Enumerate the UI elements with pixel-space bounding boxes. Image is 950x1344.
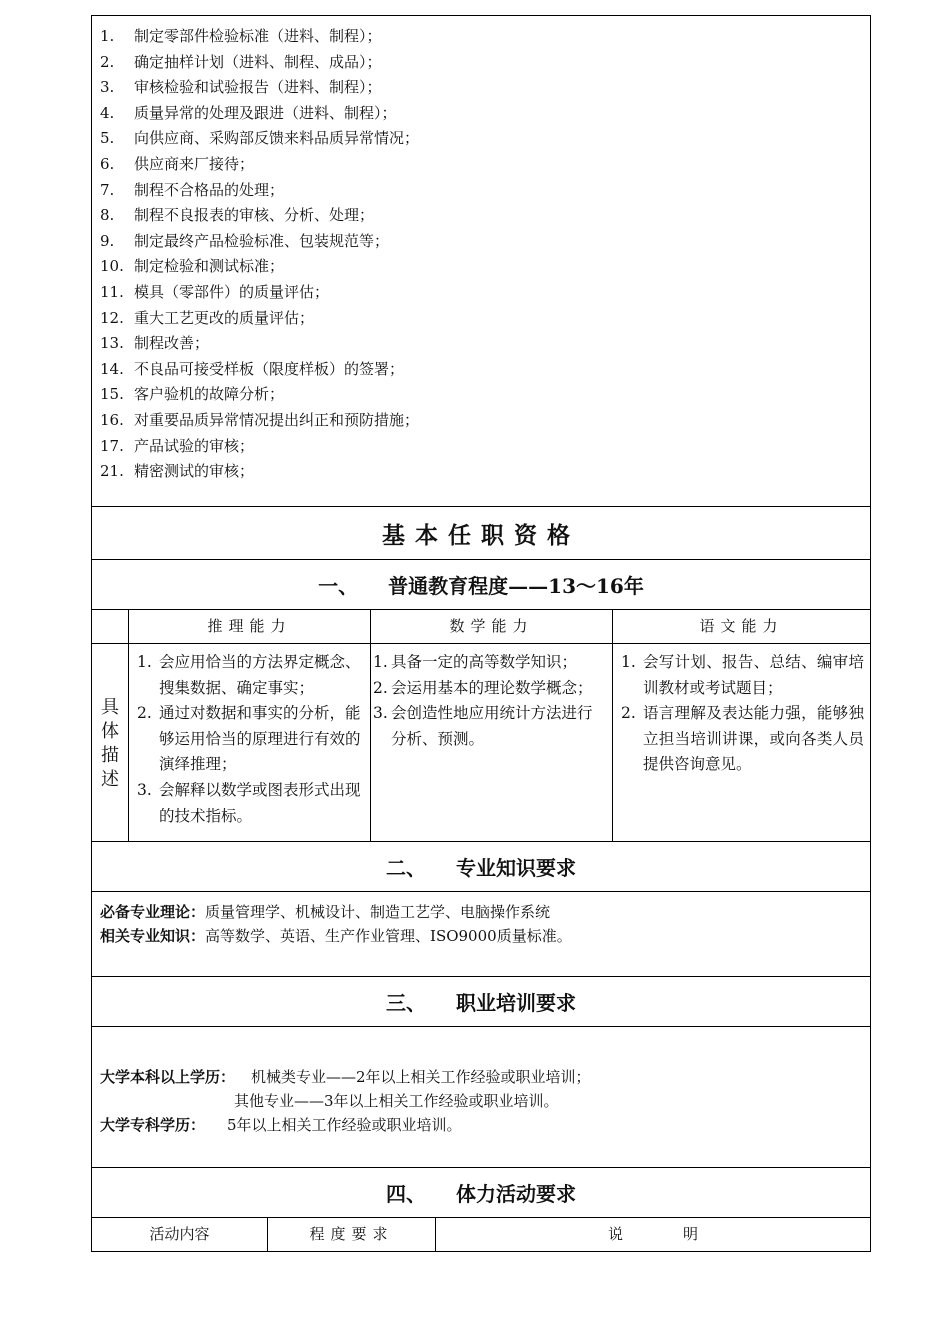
duty-number: 10. xyxy=(100,257,124,276)
duties-section xyxy=(92,16,870,507)
duty-item xyxy=(100,280,862,306)
duties-list xyxy=(100,24,862,485)
reasoning-item xyxy=(129,650,364,701)
duty-item xyxy=(100,254,862,280)
training-section xyxy=(92,1027,870,1168)
header-language: 语文能力 xyxy=(699,617,784,635)
language-item-number: 1. xyxy=(621,653,636,671)
duty-text: 产品试验的审核； xyxy=(134,436,255,455)
training-index: 三、 xyxy=(386,991,426,1015)
duty-text: 制定零部件检验标准（进料、制程）； xyxy=(134,27,382,45)
duty-item xyxy=(100,382,862,408)
education-title: 普通教育程度——13～16年 xyxy=(388,574,644,598)
duty-item xyxy=(100,50,862,76)
required-label: 必备专业理论： xyxy=(100,903,206,921)
bachelor-line1: 机械类专业——2年以上相关工作经验或职业培训； xyxy=(251,1068,591,1086)
duty-text: 制程不合格品的处理； xyxy=(134,180,285,199)
knowledge-heading xyxy=(92,842,870,892)
duty-text: 客户验机的故障分析； xyxy=(134,385,285,404)
math-item xyxy=(371,676,606,702)
duty-text: 供应商来厂接待； xyxy=(134,154,255,173)
duty-number: 1. xyxy=(100,27,115,45)
duty-number: 3. xyxy=(100,78,115,97)
math-cell xyxy=(371,644,613,841)
physical-col-degree: 程度要求 xyxy=(268,1218,436,1251)
education-heading xyxy=(92,560,870,610)
duty-number: 7. xyxy=(100,180,115,199)
duty-item xyxy=(100,459,862,485)
math-item xyxy=(371,701,606,752)
language-list xyxy=(613,644,870,778)
duty-number: 9. xyxy=(100,231,115,250)
training-heading xyxy=(92,977,870,1027)
physical-col-activity: 活动内容 xyxy=(92,1218,268,1251)
abilities-table xyxy=(92,610,870,842)
physical-header-row xyxy=(92,1218,870,1251)
reasoning-cell xyxy=(129,644,371,841)
duty-item xyxy=(100,408,862,434)
duty-item xyxy=(100,24,862,50)
math-item-number: 3. xyxy=(373,704,388,723)
abilities-body-row xyxy=(92,644,870,841)
job-description-table xyxy=(91,15,871,1252)
language-item-number: 2. xyxy=(621,704,636,723)
physical-index: 四、 xyxy=(386,1182,426,1206)
header-reasoning: 推理能力 xyxy=(129,610,371,643)
duty-text: 模具（零部件）的质量评估； xyxy=(134,282,330,301)
reasoning-item xyxy=(129,701,364,778)
duty-item xyxy=(100,434,862,460)
duty-text: 不良品可接受样板（限度样板）的签署； xyxy=(134,359,405,378)
duty-text: 制程不良报表的审核、分析、处理； xyxy=(134,206,375,225)
duty-item xyxy=(100,178,862,204)
reasoning-item-number: 3. xyxy=(137,780,152,799)
college-text: 5年以上相关工作经验或职业培训。 xyxy=(227,1116,462,1134)
required-knowledge xyxy=(100,900,862,924)
language-cell xyxy=(613,644,870,841)
abilities-corner xyxy=(92,610,129,643)
language-item-text: 会写计划、报告、总结、编审培训教材或考试题目； xyxy=(643,653,864,697)
duty-number: 5. xyxy=(100,129,115,148)
duty-text: 制定检验和测试标准； xyxy=(134,257,285,276)
physical-col-note: 说明 xyxy=(607,1225,758,1243)
duty-text: 制程改善； xyxy=(134,334,210,353)
duty-item xyxy=(100,101,862,127)
related-text: 高等数学、英语、生产作业管理、ISO9000质量标准。 xyxy=(205,927,572,945)
duty-item xyxy=(100,75,862,101)
duty-item xyxy=(100,229,862,255)
reasoning-item-text: 会解释以数学或图表形式出现的技术指标。 xyxy=(159,780,361,825)
duty-text: 制定最终产品检验标准、包装规范等； xyxy=(134,231,390,250)
abilities-header-row xyxy=(92,610,870,644)
duty-number: 17. xyxy=(100,436,124,455)
duty-number: 11. xyxy=(100,282,124,301)
reasoning-item xyxy=(129,778,364,829)
duty-text: 审核检验和试验报告（进料、制程）； xyxy=(134,78,382,97)
reasoning-list xyxy=(129,644,370,829)
duty-number: 4. xyxy=(100,103,115,122)
physical-heading xyxy=(92,1168,870,1218)
reasoning-item-text: 通过对数据和事实的分析，能够运用恰当的原理进行有效的演绎推理； xyxy=(159,704,361,774)
knowledge-section xyxy=(92,892,870,977)
duty-item xyxy=(100,306,862,332)
qualification-title: 基本任职资格 xyxy=(92,507,870,560)
duty-number: 15. xyxy=(100,385,124,404)
duty-number: 16. xyxy=(100,410,124,429)
duty-text: 确定抽样计划（进料、制程、成品）； xyxy=(134,52,382,71)
math-item-text: 会创造性地应用统计方法进行分析、预测。 xyxy=(391,704,593,748)
duty-text: 对重要品质异常情况提出纠正和预防措施； xyxy=(134,410,420,429)
duty-item xyxy=(100,126,862,152)
duty-item xyxy=(100,357,862,383)
language-item xyxy=(613,701,864,778)
bachelor-label: 大学本科以上学历： xyxy=(100,1068,236,1086)
duty-number: 21. xyxy=(100,462,124,481)
reasoning-item-number: 1. xyxy=(137,653,152,671)
language-item-text: 语言理解及表达能力强，能够独立担当培训讲课，或向各类人员提供咨询意见。 xyxy=(643,704,864,774)
side-label-text: 具 体 描 述 xyxy=(101,697,119,790)
duty-text: 重大工艺更改的质量评估； xyxy=(134,308,315,327)
math-item-number: 1. xyxy=(373,653,388,671)
physical-title: 体力活动要求 xyxy=(456,1182,576,1206)
duty-text: 向供应商、采购部反馈来料品质异常情况； xyxy=(134,129,420,148)
duty-text: 质量异常的处理及跟进（进料、制程）； xyxy=(134,103,397,122)
math-list xyxy=(371,644,612,752)
duty-item xyxy=(100,152,862,178)
language-item xyxy=(613,650,864,701)
knowledge-index: 二、 xyxy=(386,856,426,880)
duty-number: 13. xyxy=(100,334,124,353)
related-label: 相关专业知识： xyxy=(100,927,206,945)
duty-number: 8. xyxy=(100,206,115,225)
math-item-text: 会运用基本的理论数学概念； xyxy=(391,678,593,697)
training-title: 职业培训要求 xyxy=(456,991,576,1015)
required-text: 质量管理学、机械设计、制造工艺学、电脑操作系统 xyxy=(205,903,551,921)
duty-number: 6. xyxy=(100,154,115,173)
education-index: 一、 xyxy=(318,574,359,598)
duty-number: 12. xyxy=(100,308,124,327)
reasoning-item-number: 2. xyxy=(137,704,152,723)
header-math: 数学能力 xyxy=(371,610,613,643)
reasoning-item-text: 会应用恰当的方法界定概念、搜集数据、确定事实； xyxy=(159,653,361,697)
knowledge-title: 专业知识要求 xyxy=(456,856,576,880)
math-item xyxy=(371,650,606,676)
college-line xyxy=(100,1113,862,1137)
related-knowledge xyxy=(100,924,862,948)
bachelor-other-line xyxy=(100,1089,862,1113)
duty-number: 14. xyxy=(100,359,124,378)
duty-item xyxy=(100,203,862,229)
college-label: 大学专科学历： xyxy=(100,1116,206,1134)
math-item-number: 2. xyxy=(373,678,388,697)
math-item-text: 具备一定的高等数学知识； xyxy=(391,653,578,671)
side-label xyxy=(92,644,129,841)
bachelor-line xyxy=(100,1065,862,1089)
duty-text: 精密测试的审核； xyxy=(134,462,255,481)
duty-number: 2. xyxy=(100,52,115,71)
duty-item xyxy=(100,331,862,357)
bachelor-line2: 其他专业——3年以上相关工作经验或职业培训。 xyxy=(234,1092,559,1110)
